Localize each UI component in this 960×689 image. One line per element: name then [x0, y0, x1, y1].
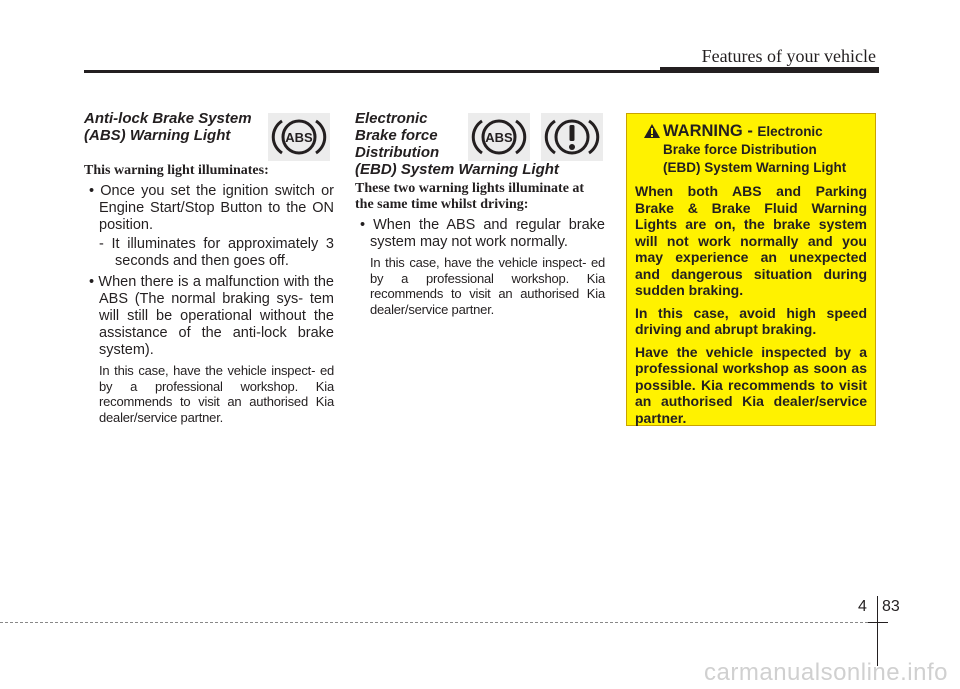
abs-title-line1: Anti-lock Brake System: [84, 110, 252, 127]
ebd-title-line4: (EBD) System Warning Light: [355, 161, 559, 178]
warning-paragraph-3: Have the vehicle inspected by a professional workshop as soon as possible. Kia recommends to visit an authorised Kia dealer/service partner.: [635, 343, 867, 426]
abs-lead: This warning light illuminates:: [84, 163, 269, 178]
warning-box: [626, 113, 876, 426]
ebd-abs-warning-icon: [468, 113, 530, 161]
footer-rule-end: [868, 622, 888, 623]
ebd-note: In this case, have the vehicle inspect- ed by a professional workshop. Kia recommends to visit an authorised Kia dealer/service partner.: [370, 255, 605, 317]
warning-paragraph-1: When both ABS and Parking Brake & Brake Fluid Warning Lights are on, the brake system will not work normally and you may experience an unexpected and dangerous situation during sudden braking.: [635, 183, 867, 298]
page-number: 83: [882, 598, 900, 615]
brake-exclamation-warning-icon: [541, 113, 603, 161]
chapter-number: 4: [858, 598, 867, 615]
abs-sub-illuminates: [84, 236, 334, 270]
footer-rule: [0, 622, 868, 623]
abs-sub-text: - It illuminates for approximately 3 seconds and then goes off.: [99, 236, 334, 269]
ebd-icon-label: ABS: [485, 130, 513, 145]
abs-title-line2: (ABS) Warning Light: [84, 127, 231, 144]
abs-note: In this case, have the vehicle inspect- ed by a professional workshop. Kia recommends to visit an authorised Kia dealer/service partner.: [99, 363, 334, 425]
abs-icon-label: ABS: [285, 130, 313, 145]
warning-header: [635, 122, 867, 177]
abs-bullet-ignition: • Once you set the ignition switch or Engine Start/Stop Button to the ON position.: [89, 183, 334, 233]
header-title: Features of your vehicle: [701, 46, 876, 66]
warning-sub-line1: Electronic: [757, 124, 823, 139]
warning-sub-line2: Brake force Distribution: [663, 142, 817, 157]
warning-sub-line3: (EBD) System Warning Light: [663, 160, 847, 175]
ebd-lead: These two warning lights illuminate at the same time whilst driving:: [355, 181, 585, 212]
ebd-title-line1: Electronic: [355, 110, 428, 127]
abs-warning-icon: [268, 113, 330, 161]
warning-paragraph-2: In this case, avoid high speed driving and abrupt braking.: [635, 304, 867, 337]
footer-divider: [877, 596, 878, 666]
abs-bullet-malfunction: • When there is a malfunction with the ABS (The normal braking sys- tem will still be operational without the assistance of the anti-lock brake system).: [89, 274, 334, 358]
ebd-bullet: • When the ABS and regular brake system may not work normally.: [360, 217, 605, 250]
watermark: carmanualsonline.info: [704, 659, 948, 686]
warning-triangle-icon: [643, 123, 661, 139]
header-rule-accent: [660, 67, 879, 73]
warning-word: WARNING -: [663, 122, 758, 140]
ebd-title-line3: Distribution: [355, 144, 440, 161]
ebd-title-line2: Brake force: [355, 127, 438, 144]
